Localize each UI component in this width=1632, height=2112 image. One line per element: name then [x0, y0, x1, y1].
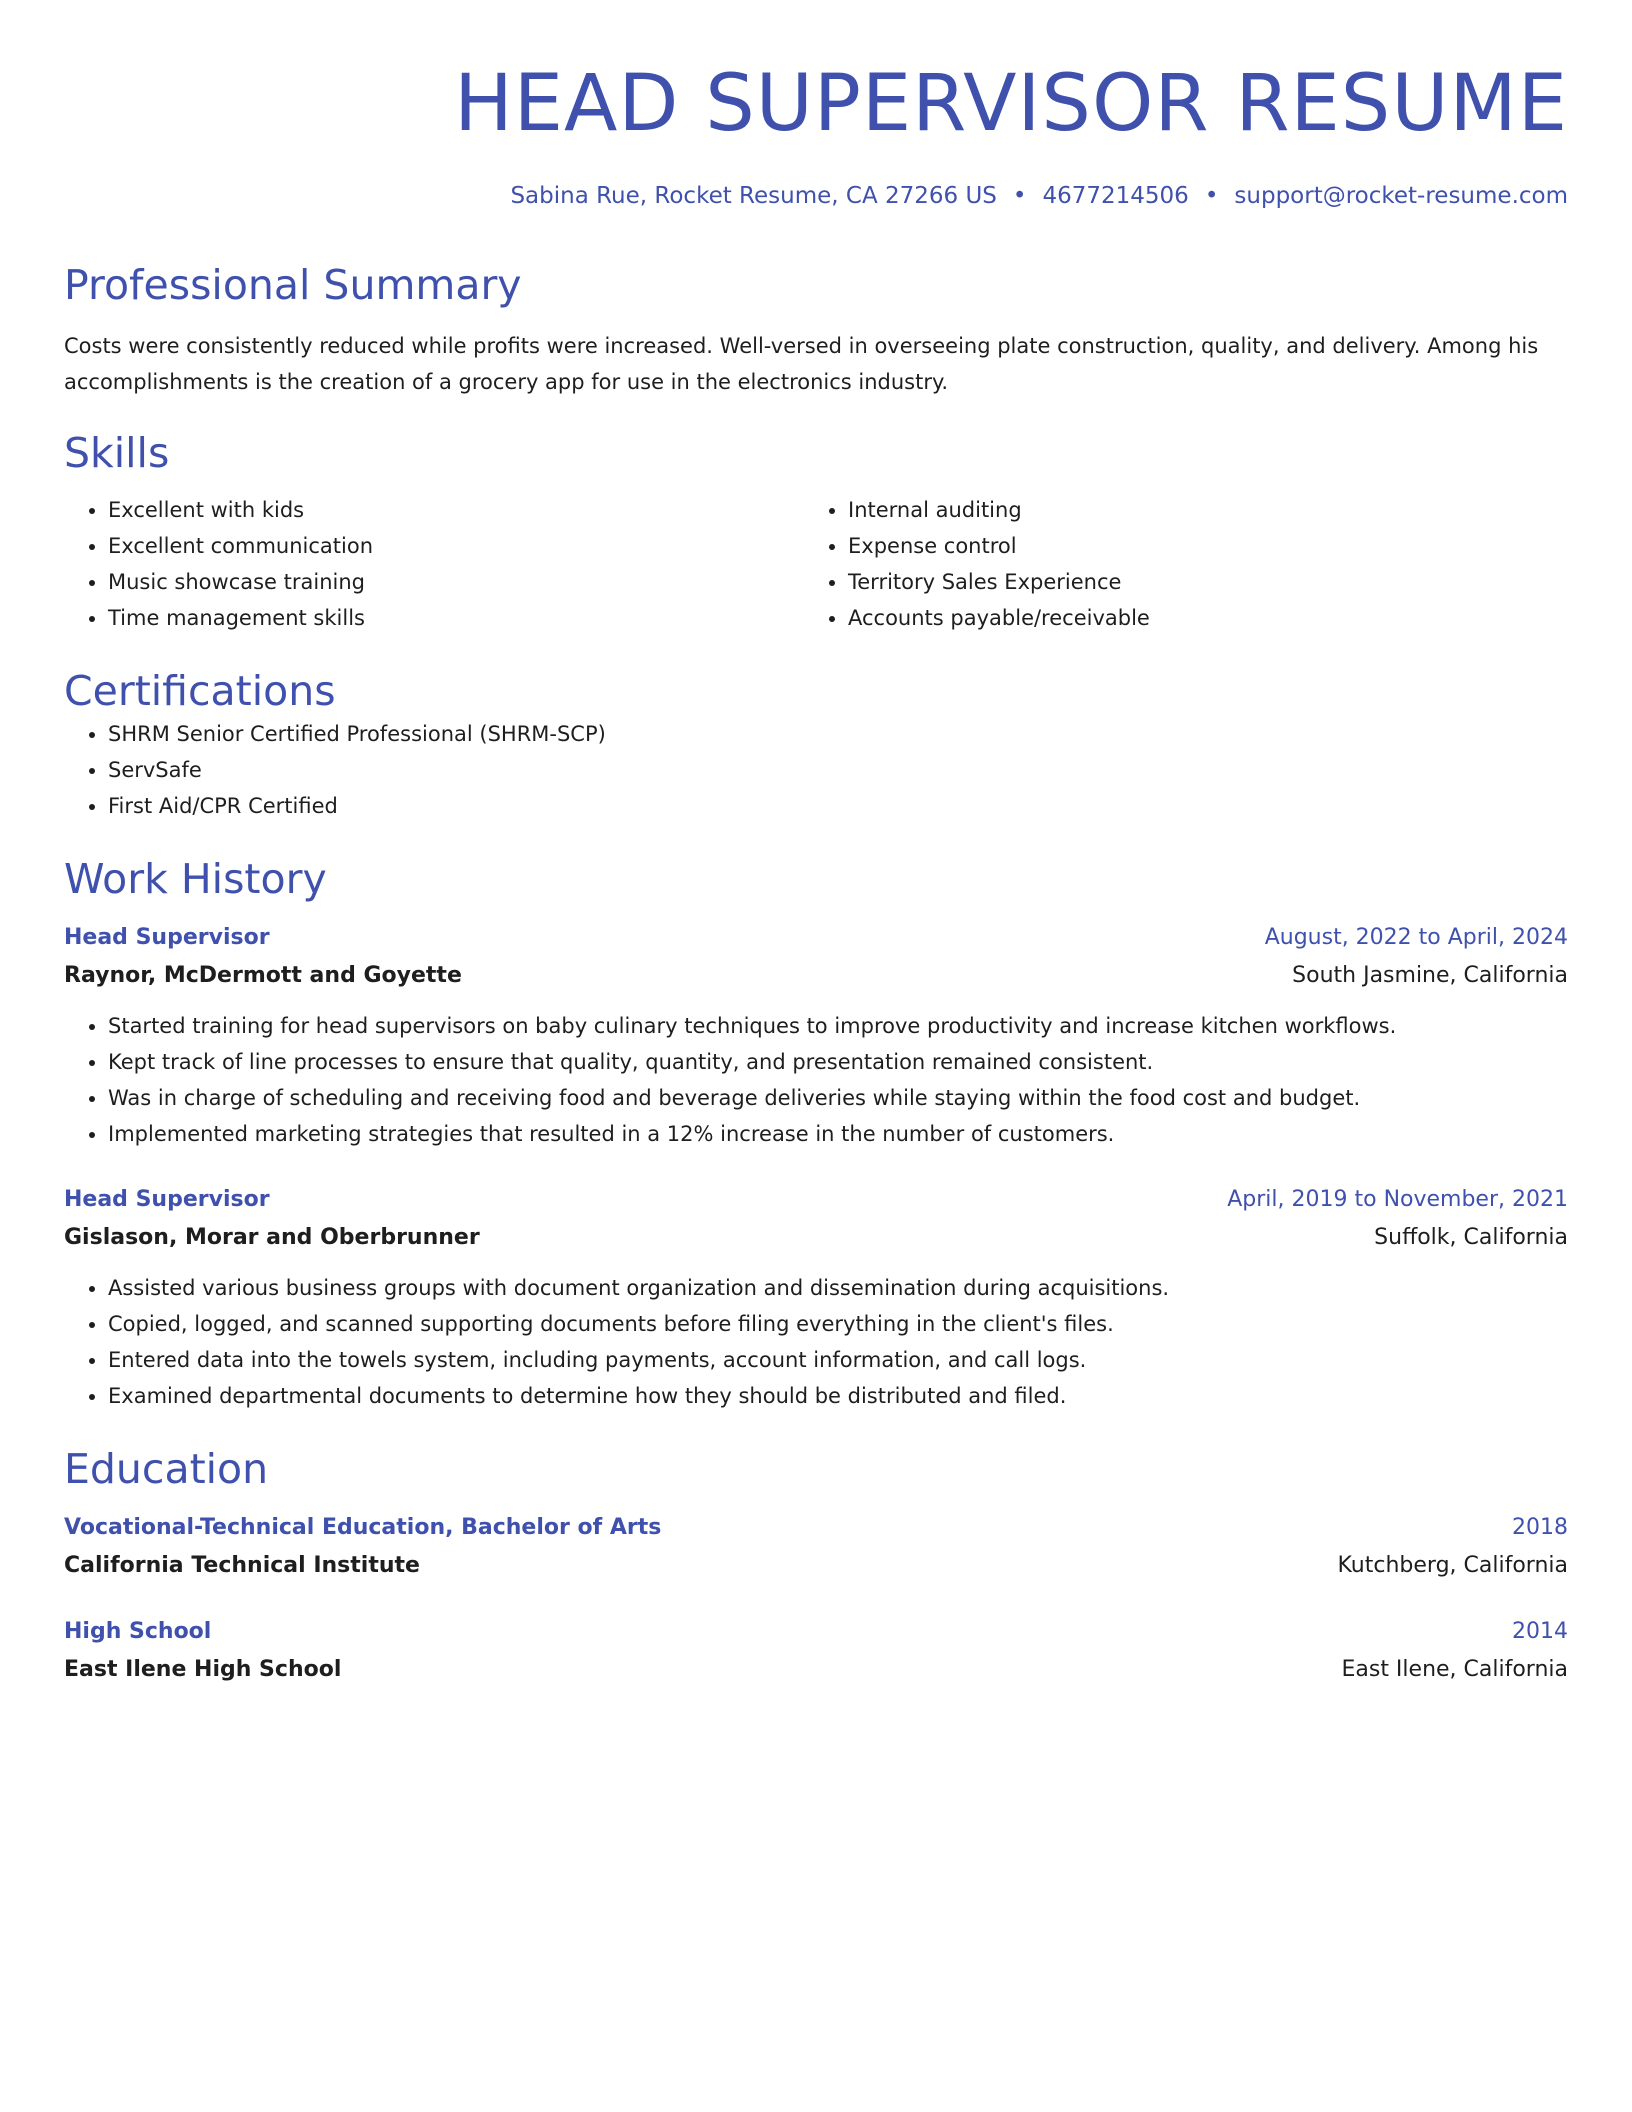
job-title: Head Supervisor — [64, 1187, 270, 1212]
education-school-row — [64, 1546, 1568, 1586]
job-bullet: • Entered data into the towels system, including payments, account information, and call logs. — [108, 1342, 1568, 1378]
contact-separator: • — [1012, 183, 1027, 209]
education-location: Kutchberg, California — [1337, 1553, 1568, 1578]
skill-item: • Expense control — [848, 528, 1568, 564]
skill-item: • Music showcase training — [108, 564, 804, 600]
skill-item: • Time management skills — [108, 600, 804, 636]
skills-list-right — [804, 492, 1568, 636]
job-bullets — [64, 1008, 1568, 1152]
job-title: Head Supervisor — [64, 925, 270, 950]
work-history-heading: Work History — [64, 855, 327, 903]
job-location: Suffolk, California — [1374, 1225, 1568, 1250]
contact-email: support@rocket-resume.com — [1234, 183, 1568, 209]
skill-item: • Internal auditing — [848, 492, 1568, 528]
skill-item: • Excellent communication — [108, 528, 804, 564]
contact-separator: • — [1204, 183, 1219, 209]
certification-item: • ServSafe — [108, 752, 1568, 788]
job-dates: August, 2022 to April, 2024 — [1264, 925, 1568, 950]
job-bullets — [64, 1270, 1568, 1414]
job-company: Gislason, Morar and Oberbrunner — [64, 1225, 480, 1250]
summary-text: Costs were consistently reduced while profits were increased. Well-versed in overseeing plate construction, quality, and delivery. Among his accomplishments is the creation of a grocery app for use in the electronics industry. — [64, 334, 1539, 394]
job-entry — [64, 920, 1568, 1152]
skill-item: • Accounts payable/receivable — [848, 600, 1568, 636]
education-school: California Technical Institute — [64, 1553, 420, 1578]
job-bullet: • Implemented marketing strategies that resulted in a 12% increase in the number of customers. — [108, 1116, 1568, 1152]
skills-heading: Skills — [64, 429, 170, 477]
job-bullet: • Kept track of line processes to ensure that quality, quantity, and presentation remained consistent. — [108, 1044, 1568, 1080]
job-bullet: • Started training for head supervisors on baby culinary techniques to improve productivity and increase kitchen workflows. — [108, 1008, 1568, 1044]
contact-line — [64, 182, 1568, 210]
job-company: Raynor, McDermott and Goyette — [64, 963, 462, 988]
skill-item: • Territory Sales Experience — [848, 564, 1568, 600]
contact-phone: 4677214506 — [1042, 183, 1189, 209]
job-dates: April, 2019 to November, 2021 — [1227, 1187, 1568, 1212]
job-company-row — [64, 1218, 1568, 1258]
skill-item: • Excellent with kids — [108, 492, 804, 528]
education-school-row — [64, 1650, 1568, 1690]
job-bullet: • Examined departmental documents to determine how they should be distributed and filed. — [108, 1378, 1568, 1414]
job-bullet: • Assisted various business groups with document organization and dissemination during acquisitions. — [108, 1270, 1568, 1306]
skills-grid — [64, 492, 1568, 636]
education-degree: High School — [64, 1619, 212, 1644]
education-heading: Education — [64, 1445, 269, 1493]
summary-heading: Professional Summary — [64, 261, 522, 309]
contact-address: Sabina Rue, Rocket Resume, CA 27266 US — [510, 183, 997, 209]
education-school: East Ilene High School — [64, 1657, 342, 1682]
skills-list-left — [64, 492, 804, 636]
education-year: 2018 — [1512, 1515, 1568, 1540]
certifications-list — [64, 716, 1568, 824]
job-title-row — [64, 920, 1568, 956]
job-company-row — [64, 956, 1568, 996]
education-location: East Ilene, California — [1341, 1657, 1568, 1682]
job-entry — [64, 1182, 1568, 1414]
education-degree-row — [64, 1510, 1568, 1546]
resume-title: HEAD SUPERVISOR RESUME — [454, 59, 1568, 149]
job-bullet: • Copied, logged, and scanned supporting documents before filing everything in the client's files. — [108, 1306, 1568, 1342]
certification-item: • First Aid/CPR Certified — [108, 788, 1568, 824]
education-degree-row — [64, 1614, 1568, 1650]
certifications-heading: Certifications — [64, 667, 336, 715]
job-title-row — [64, 1182, 1568, 1218]
education-entry — [64, 1614, 1568, 1690]
job-bullet: • Was in charge of scheduling and receiving food and beverage deliveries while staying within the food cost and budget. — [108, 1080, 1568, 1116]
certification-item: • SHRM Senior Certified Professional (SHRM-SCP) — [108, 716, 1568, 752]
job-location: South Jasmine, California — [1292, 963, 1568, 988]
education-entry — [64, 1510, 1568, 1586]
education-year: 2014 — [1512, 1619, 1568, 1644]
education-degree: Vocational-Technical Education, Bachelor of Arts — [64, 1515, 662, 1540]
